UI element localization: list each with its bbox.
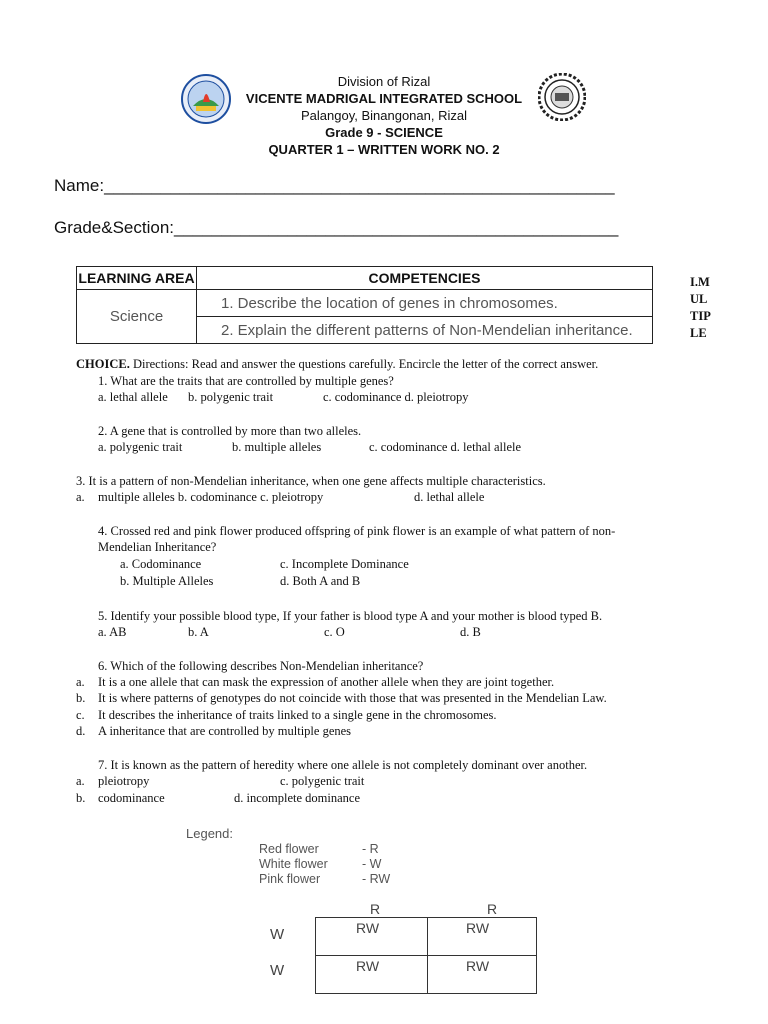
legend-title: Legend: (186, 826, 233, 841)
competency-table (76, 266, 653, 344)
q7-option-c[interactable]: c. polygenic trait (280, 774, 365, 788)
q6-option-d[interactable]: A inheritance that are controlled by multiple genes (98, 724, 352, 738)
q1-option-cd[interactable]: c. codominance d. pleiotropy (323, 390, 469, 404)
q6-letter-b: b. (76, 691, 86, 705)
punnett-cell: RW (316, 956, 428, 994)
test-type-side-label: I.M UL TIP LE (690, 275, 711, 340)
question-6-stem: 6. Which of the following describes Non-Mendelian inheritance? (98, 659, 424, 673)
question-1-stem: 1. What are the traits that are controlled by multiple genes? (98, 374, 394, 388)
grade-section-field[interactable]: Grade&Section:_______________________________________________ (54, 218, 619, 237)
q5-option-a[interactable]: a. AB (98, 625, 127, 639)
question-5-stem: 5. Identify your possible blood type, If your father is blood type A and your mother is blood typed B. (98, 609, 603, 623)
question-2-stem: 2. A gene that is controlled by more than two alleles. (98, 424, 362, 438)
school-name: VICENTE MADRIGAL INTEGRATED SCHOOL (245, 91, 523, 106)
directions-prefix: CHOICE. (76, 357, 130, 371)
name-field[interactable]: Name:______________________________________________________ (54, 176, 615, 195)
q6-option-a[interactable]: It is a one allele that can mask the expression of another allele when they are joint together. (98, 675, 555, 689)
punnett-cell: RW (316, 918, 428, 956)
q2-option-b[interactable]: b. multiple alleles (232, 440, 322, 454)
punnett-top-allele-2: R (487, 901, 498, 917)
division-label: Division of Rizal (337, 74, 431, 89)
q5-option-c[interactable]: c. O (324, 625, 345, 639)
q3-options-abc[interactable]: multiple alleles b. codominance c. pleiotropy (98, 490, 324, 504)
q1-option-a[interactable]: a. lethal allele (98, 390, 168, 404)
legend-red-name: Red flower (259, 842, 319, 856)
q7-option-b[interactable]: codominance (98, 791, 165, 805)
q2-option-cd[interactable]: c. codominance d. lethal allele (369, 440, 522, 454)
grade-subject: Grade 9 - SCIENCE (325, 125, 443, 140)
punnett-side-allele-2: W (270, 962, 285, 979)
punnett-cell: RW (428, 918, 537, 956)
competency-item-1: 1. Describe the location of genes in chromosomes. (197, 290, 653, 317)
q1-option-b[interactable]: b. polygenic trait (188, 390, 274, 404)
punnett-cell: RW (428, 956, 537, 994)
directions-text: Directions: Read and answer the questions carefully. Encircle the letter of the correct answer. (129, 357, 599, 371)
directions (76, 356, 598, 372)
q2-option-a[interactable]: a. polygenic trait (98, 440, 183, 454)
learning-area-value: Science (77, 290, 197, 344)
legend-white-name: White flower (259, 857, 328, 871)
q7-option-a[interactable]: pleiotropy (98, 774, 150, 788)
legend-red-code: - R (362, 842, 379, 856)
quarter-title: QUARTER 1 – WRITTEN WORK NO. 2 (268, 142, 500, 157)
question-7-stem: 7. It is known as the pattern of heredity where one allele is not completely dominant over another. (98, 758, 588, 772)
school-address: Palangoy, Binangonan, Rizal (301, 108, 467, 123)
competencies-header: COMPETENCIES (197, 267, 653, 290)
punnett-side-allele-1: W (270, 926, 285, 943)
q7-letter-b: b. (76, 791, 86, 805)
question-3-stem: 3. It is a pattern of non-Mendelian inheritance, when one gene affects multiple characteristics. (76, 474, 546, 488)
q4-option-b[interactable]: b. Multiple Alleles (120, 574, 214, 588)
q5-option-b[interactable]: b. A (188, 625, 209, 639)
q6-option-c[interactable]: It describes the inheritance of traits linked to a single gene in the chromosomes. (98, 708, 497, 722)
q3-option-d[interactable]: d. lethal allele (414, 490, 485, 504)
question-4-stem-line2: Mendelian Inheritance? (98, 540, 217, 554)
q6-letter-d: d. (76, 724, 86, 738)
q4-option-d[interactable]: d. Both A and B (280, 574, 361, 588)
q6-option-b[interactable]: It is where patterns of genotypes do not coincide with those that was presented in the Mendelian Law. (98, 691, 607, 705)
legend-pink-code: - RW (362, 872, 391, 886)
question-4-stem-line1: 4. Crossed red and pink flower produced offspring of pink flower is an example of what pattern of non- (98, 524, 616, 538)
q6-letter-c: c. (76, 708, 85, 722)
q7-option-d[interactable]: d. incomplete dominance (234, 791, 361, 805)
legend-pink-name: Pink flower (259, 872, 321, 886)
q5-option-d[interactable]: d. B (460, 625, 481, 639)
legend-white-code: - W (362, 857, 382, 871)
punnett-square (315, 917, 537, 994)
q4-option-a[interactable]: a. Codominance (120, 557, 202, 571)
q6-letter-a: a. (76, 675, 85, 689)
punnett-top-allele-1: R (370, 901, 381, 917)
competency-item-2: 2. Explain the different patterns of Non-Mendelian inheritance. (197, 317, 653, 344)
q7-letter-a: a. (76, 774, 85, 788)
q3-letter-a: a. (76, 490, 85, 504)
learning-area-header: LEARNING AREA (77, 267, 197, 290)
q4-option-c[interactable]: c. Incomplete Dominance (280, 557, 409, 571)
